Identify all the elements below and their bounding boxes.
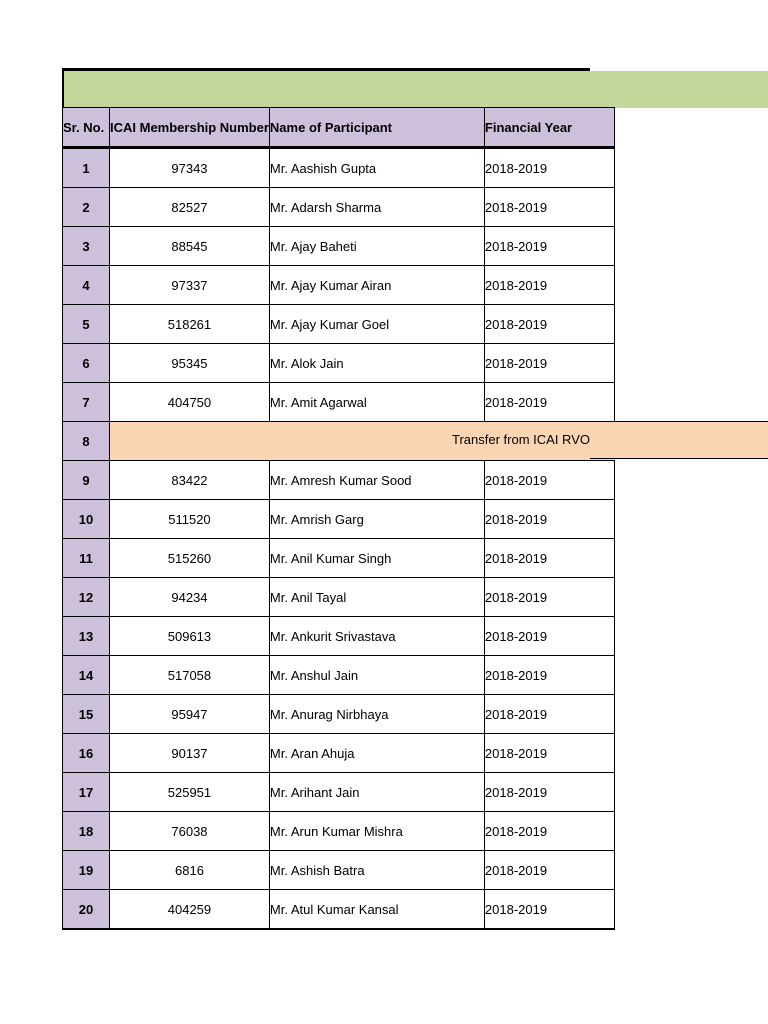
financial-year-cell[interactable]: 2018-2019 [484, 539, 614, 578]
table-row [63, 305, 615, 344]
participant-name-cell[interactable]: Mr. Amit Agarwal [269, 383, 484, 422]
financial-year-cell[interactable]: 2018-2019 [484, 461, 614, 500]
serial-number-cell[interactable]: 6 [63, 344, 110, 383]
table-row [63, 773, 615, 812]
serial-number-cell[interactable]: 11 [63, 539, 110, 578]
header-sr-no[interactable]: Sr. No. [63, 108, 110, 148]
serial-number-cell[interactable]: 1 [63, 148, 110, 188]
financial-year-cell[interactable]: 2018-2019 [484, 305, 614, 344]
serial-number-cell[interactable]: 5 [63, 305, 110, 344]
table-row [63, 266, 615, 305]
participant-name-cell[interactable]: Mr. Ajay Kumar Airan [269, 266, 484, 305]
membership-number-cell[interactable]: 95345 [110, 344, 270, 383]
table-row [63, 461, 615, 500]
table-row [63, 695, 615, 734]
table-row [63, 188, 615, 227]
serial-number-cell[interactable]: 15 [63, 695, 110, 734]
participant-name-cell[interactable]: Mr. Anil Kumar Singh [269, 539, 484, 578]
participant-name-cell[interactable]: Mr. Amresh Kumar Sood [269, 461, 484, 500]
participant-name-cell[interactable]: Mr. Adarsh Sharma [269, 188, 484, 227]
header-financial-year[interactable]: Financial Year [484, 108, 614, 148]
table-row [63, 578, 615, 617]
financial-year-cell[interactable]: 2018-2019 [484, 148, 614, 188]
membership-number-cell[interactable]: 509613 [110, 617, 270, 656]
serial-number-cell[interactable]: 8 [63, 422, 110, 461]
header-row [63, 108, 615, 148]
table-row [63, 617, 615, 656]
financial-year-cell[interactable]: 2018-2019 [484, 578, 614, 617]
membership-number-cell[interactable]: 525951 [110, 773, 270, 812]
membership-number-cell[interactable]: 404259 [110, 890, 270, 930]
participant-name-cell[interactable]: Mr. Anshul Jain [269, 656, 484, 695]
participant-name-cell[interactable]: Mr. Anurag Nirbhaya [269, 695, 484, 734]
participant-name-cell[interactable]: Mr. Arihant Jain [269, 773, 484, 812]
serial-number-cell[interactable]: 18 [63, 812, 110, 851]
table-body [63, 148, 615, 930]
participants-table [62, 107, 615, 930]
title-band [62, 68, 768, 108]
financial-year-cell[interactable]: 2018-2019 [484, 266, 614, 305]
financial-year-cell[interactable]: 2018-2019 [484, 188, 614, 227]
participant-name-cell[interactable]: Mr. Ashish Batra [269, 851, 484, 890]
serial-number-cell[interactable]: 9 [63, 461, 110, 500]
table-row [63, 812, 615, 851]
membership-number-cell[interactable]: 90137 [110, 734, 270, 773]
serial-number-cell[interactable]: 13 [63, 617, 110, 656]
membership-number-cell[interactable]: 95947 [110, 695, 270, 734]
membership-number-cell[interactable]: 518261 [110, 305, 270, 344]
participant-name-cell[interactable]: Mr. Atul Kumar Kansal [269, 890, 484, 930]
membership-number-cell[interactable]: 88545 [110, 227, 270, 266]
membership-number-cell[interactable]: 404750 [110, 383, 270, 422]
participant-name-cell[interactable]: Mr. Amrish Garg [269, 500, 484, 539]
transfer-note-text: Transfer from ICAI RVO [452, 432, 590, 447]
financial-year-cell[interactable]: 2018-2019 [484, 695, 614, 734]
table-row [63, 851, 615, 890]
participant-name-cell[interactable]: Mr. Ajay Baheti [269, 227, 484, 266]
participant-name-cell[interactable]: Mr. Alok Jain [269, 344, 484, 383]
financial-year-cell[interactable]: 2018-2019 [484, 890, 614, 930]
table-row [63, 148, 615, 188]
header-name-of-participant[interactable]: Name of Participant [269, 108, 484, 148]
header-icai-membership-number[interactable]: ICAI Membership Number [110, 108, 270, 148]
serial-number-cell[interactable]: 7 [63, 383, 110, 422]
table-row [63, 500, 615, 539]
table-row [63, 656, 615, 695]
financial-year-cell[interactable]: 2018-2019 [484, 656, 614, 695]
table-row [63, 227, 615, 266]
financial-year-cell[interactable]: 2018-2019 [484, 344, 614, 383]
financial-year-cell[interactable]: 2018-2019 [484, 617, 614, 656]
transfer-band-extension [590, 421, 768, 459]
transfer-note-clip [452, 432, 614, 447]
table-row [63, 383, 615, 422]
serial-number-cell[interactable]: 4 [63, 266, 110, 305]
membership-number-cell[interactable]: 82527 [110, 188, 270, 227]
financial-year-cell[interactable]: 2018-2019 [484, 773, 614, 812]
serial-number-cell[interactable]: 17 [63, 773, 110, 812]
serial-number-cell[interactable]: 19 [63, 851, 110, 890]
serial-number-cell[interactable]: 3 [63, 227, 110, 266]
participant-name-cell[interactable]: Mr. Anil Tayal [269, 578, 484, 617]
serial-number-cell[interactable]: 2 [63, 188, 110, 227]
financial-year-cell[interactable]: 2018-2019 [484, 734, 614, 773]
table-row [63, 539, 615, 578]
membership-number-cell[interactable]: 517058 [110, 656, 270, 695]
serial-number-cell[interactable]: 20 [63, 890, 110, 930]
participant-name-cell[interactable]: Mr. Ajay Kumar Goel [269, 305, 484, 344]
financial-year-cell[interactable]: 2018-2019 [484, 383, 614, 422]
participant-name-cell[interactable]: Mr. Arun Kumar Mishra [269, 812, 484, 851]
financial-year-cell[interactable]: 2018-2019 [484, 500, 614, 539]
participant-name-cell[interactable]: Mr. Aashish Gupta [269, 148, 484, 188]
participant-name-cell[interactable]: Mr. Aran Ahuja [269, 734, 484, 773]
membership-number-cell[interactable]: 83422 [110, 461, 270, 500]
membership-number-cell[interactable]: 97337 [110, 266, 270, 305]
serial-number-cell[interactable]: 10 [63, 500, 110, 539]
membership-number-cell[interactable]: 511520 [110, 500, 270, 539]
table-row [63, 890, 615, 930]
table-row [63, 344, 615, 383]
membership-number-cell[interactable]: 97343 [110, 148, 270, 188]
membership-number-cell[interactable]: 94234 [110, 578, 270, 617]
table-row [63, 734, 615, 773]
financial-year-cell[interactable]: 2018-2019 [484, 812, 614, 851]
serial-number-cell[interactable]: 14 [63, 656, 110, 695]
membership-number-cell[interactable]: 6816 [110, 851, 270, 890]
financial-year-cell[interactable]: 2018-2019 [484, 227, 614, 266]
participant-name-cell[interactable]: Mr. Ankurit Srivastava [269, 617, 484, 656]
membership-number-cell[interactable]: 515260 [110, 539, 270, 578]
membership-number-cell[interactable]: 76038 [110, 812, 270, 851]
serial-number-cell[interactable]: 12 [63, 578, 110, 617]
serial-number-cell[interactable]: 16 [63, 734, 110, 773]
financial-year-cell[interactable]: 2018-2019 [484, 851, 614, 890]
